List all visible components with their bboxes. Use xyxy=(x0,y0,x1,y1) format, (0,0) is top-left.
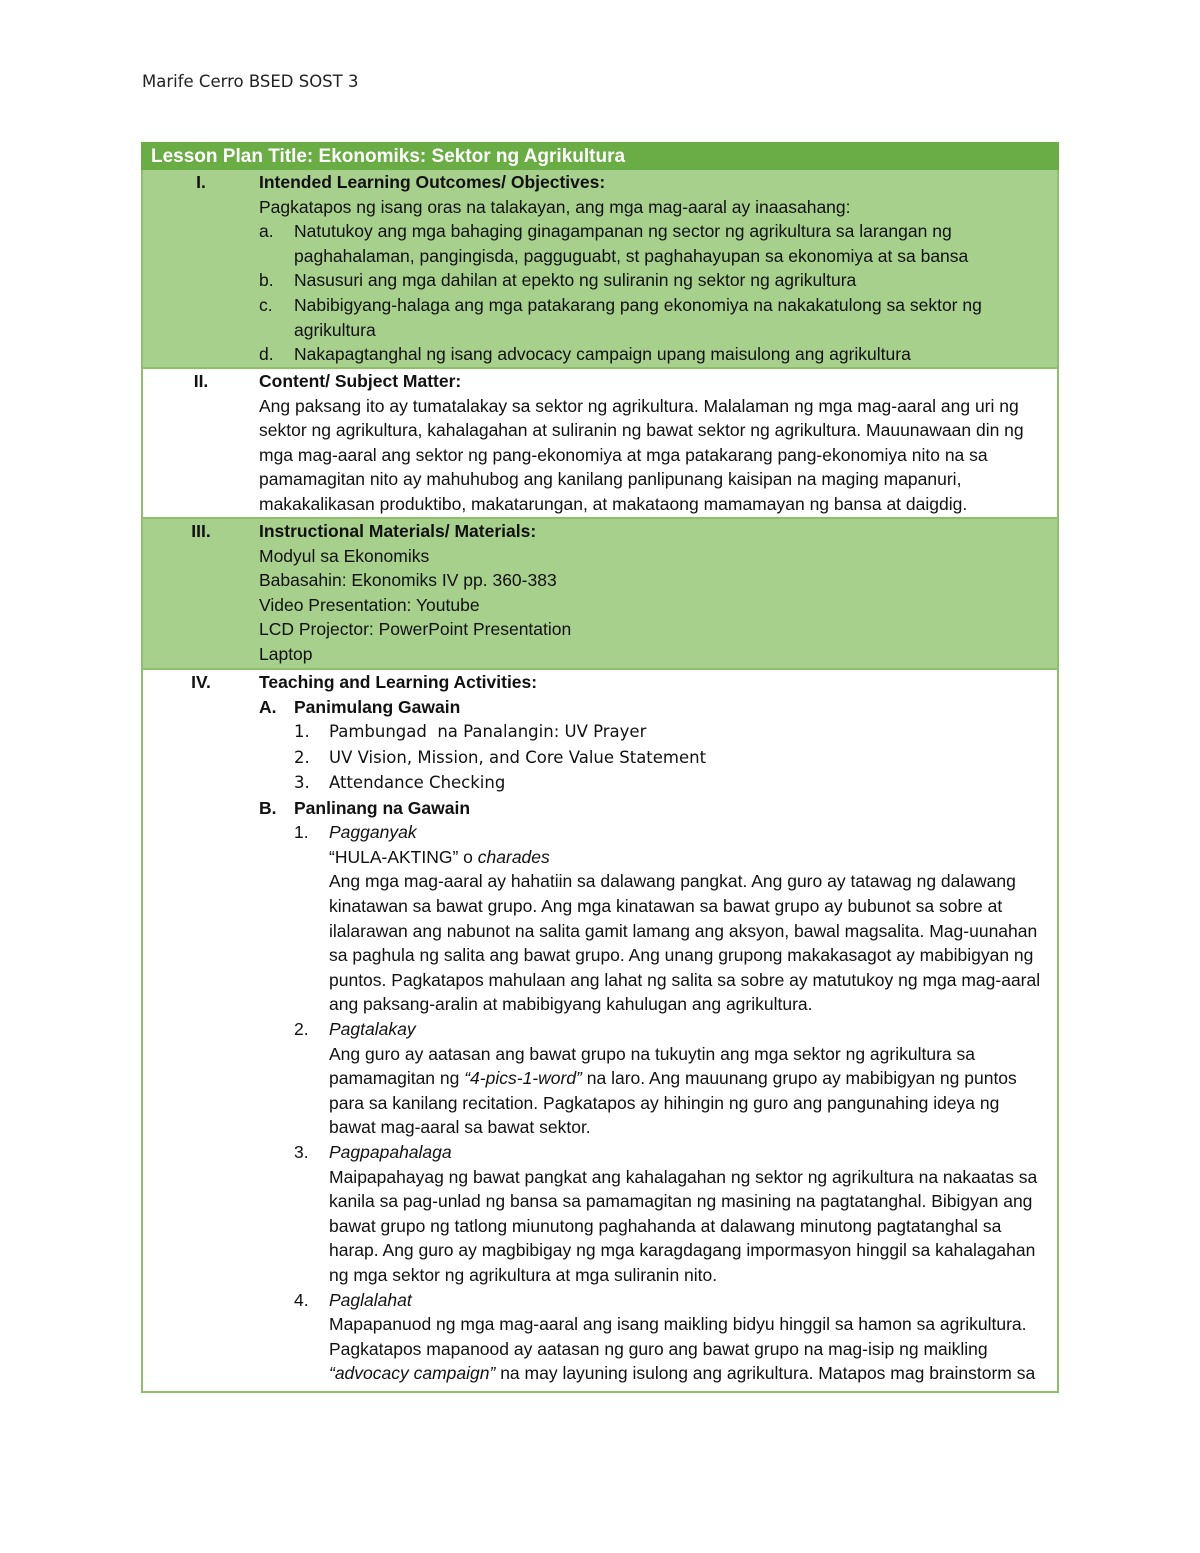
activity-title: Pagpapahalaga xyxy=(329,1142,452,1162)
section-number: I. xyxy=(196,172,206,192)
list-item: b. Nasusuri ang mga dahilan at epekto ng suliranin ng sektor ng agrikultura xyxy=(259,270,857,291)
section-heading: Instructional Materials/ Materials: xyxy=(259,521,537,541)
section-heading: Teaching and Learning Activities: xyxy=(259,672,538,692)
material-item: Babasahin: Ekonomiks IV pp. 360-383 xyxy=(259,570,557,591)
part-a-heading: A. Panimulang Gawain xyxy=(259,696,461,717)
section-activities xyxy=(143,668,1057,1391)
part-b-heading: B. Panlinang na Gawain xyxy=(259,797,471,818)
part-b-list xyxy=(259,820,1049,1386)
list-item: 1. Pambungad na Panalangin: UV Prayer xyxy=(294,722,647,742)
lesson-plan-table xyxy=(141,142,1059,1393)
part-a-list xyxy=(259,719,1049,796)
list-item: a. Natutukoy ang mga bahaging ginagampanan ng sector ng agrikultura sa larangan ng paghahalaman, pangingisda, pagguguabt, st paghahayupan sa ekonomiya at sa bansa xyxy=(259,221,969,266)
list-item: d. Nakapagtanghal ng isang advocacy campaign upang maisulong ang agrikultura xyxy=(259,344,911,365)
section-number: III. xyxy=(191,521,211,541)
material-item: Video Presentation: Youtube xyxy=(259,594,480,615)
section-heading: Intended Learning Outcomes/ Objectives: xyxy=(259,172,606,192)
list-item: 4. Paglalahat Mapapanuod ng mga mag-aaral ang isang maikling bidyu hinggil sa hamon sa agrikultura. Pagkatapos mapanood ay aatasan ng guro ang bawat grupo na mag-isip ng maikling “advocacy campaign” na may layuning isulong ang agrikultura. Matapos mag brainstorm sa xyxy=(294,1288,1049,1386)
activity-body: Maipapahayag ng bawat pangkat ang kahalagahan ng sektor ng agrikultura na nakaatas sa kanila sa pag-unlad ng bansa sa pamamagitan ng masining na pagtatanghal. Bibigyan ang bawat grupo ng tatlong miunutong paghahanda at dalawang minutong pagtatanghal sa harap. Ang guro ay magbibigay ng mga karagdagang impormasyon hinggil sa kahalagahan ng mga sektor ng agrikultura at mga suliranin nito. xyxy=(329,1166,1038,1285)
lesson-plan-title: Lesson Plan Title: Ekonomiks: Sektor ng Agrikultura xyxy=(141,142,1059,170)
list-item: 3. Pagpapahalaga Maipapahayag ng bawat pangkat ang kahalagahan ng sektor ng agrikultura na nakaatas sa kanila sa pag-unlad ng bansa sa pamamagitan ng masining na pagtatanghal. Bibigyan ang bawat grupo ng tatlong miunutong paghahanda at dalawang minutong pagtatanghal sa harap. Ang guro ay magbibigay ng mga karagdagang impormasyon hinggil sa kahalagahan ng mga sektor ng agrikultura at mga suliranin nito. xyxy=(294,1140,1049,1288)
content-body: Ang paksang ito ay tumatalakay sa sektor ng agrikultura. Malalaman ng mga mag-aaral ang uri ng sektor ng agrikultura, kahalagahan at suliranin ng bawat sektor ng agrikultura. Mauunawaan din ng mga mag-aaral ang sektor ng pang-ekonomiya at mga patakarang pang-ekonomiya nito na sa pamamagitan nito ay mahuhubog ang kanilang panlipunang kaisipan na maging mapanuri, makakalikasan produktibo, makatarungan, at makataong mamamayan ng bansa at daigdig. xyxy=(259,395,1024,514)
list-item: 3. Attendance Checking xyxy=(294,773,506,793)
activity-body: Mapapanuod ng mga mag-aaral ang isang maikling bidyu hinggil sa hamon sa agrikultura. Pagkatapos mapanood ay aatasan ng guro ang bawat grupo na mag-isip ng maikling “advocacy campaign” na may layuning isulong ang agrikultura. Matapos mag brainstorm sa xyxy=(329,1314,1036,1384)
list-item: c. Nabibigyang-halaga ang mga patakarang pang ekonomiya na nakakatulong sa sektor ng agrikultura xyxy=(259,294,982,340)
section-content xyxy=(143,367,1057,517)
section-number: II. xyxy=(193,371,209,391)
material-item: LCD Projector: PowerPoint Presentation xyxy=(259,619,572,640)
objectives-list xyxy=(259,219,1049,367)
activity-body: Ang mga mag-aaral ay hahatiin sa dalawang pangkat. Ang guro ay tatawag ng dalawang kinatawan sa bawat grupo. Ang mga kinatawan sa bawat grupo ay bubunot sa sobre at ilalarawan ang nabunot na salita gamit lamang ang aksyon, bawal magsalita. Mag-uunahan sa paghula ng salita ang bawat grupo. Ang unang grupong makakasagot ay mabibigyan ng puntos. Pagkatapos mahulaan ang lahat ng salita sa sobre ay matutukoy ng mga mag-aaral ang paksang-aralin at mabibigyang kahulugan ang agrikultura. xyxy=(329,871,1041,1015)
material-item: Laptop xyxy=(259,643,313,664)
section-materials xyxy=(143,517,1057,668)
activity-subtitle: “HULA-AKTING” o charades xyxy=(329,846,550,867)
author-line: Marife Cerro BSED SOST 3 xyxy=(142,72,359,91)
activity-title: Paglalahat xyxy=(329,1289,412,1310)
activity-title: Pagtalakay xyxy=(329,1019,416,1040)
list-item: 1. Pagganyak “HULA-AKTING” o charades Ang mga mag-aaral ay hahatiin sa dalawang pangkat. Ang guro ay tatawag ng dalawang kinatawan sa bawat grupo. Ang mga kinatawan sa bawat grupo ay bubunot sa sobre at ilalarawan ang nabunot na salita gamit lamang ang aksyon, bawal magsalita. Mag-uunahan sa paghula ng salita ang bawat grupo. Ang unang grupong makakasagot ay mabibigyan ng puntos. Pagkatapos mahulaan ang lahat ng salita sa sobre ay matutukoy ng mga mag-aaral ang paksang-aralin at mabibigyang kahulugan ang agrikultura. xyxy=(294,820,1049,1017)
activity-body: Ang guro ay aatasan ang bawat grupo na tukuytin ang mga sektor ng agrikultura sa pamamagitan ng “4-pics-1-word” na laro. Ang mauunang grupo ay mabibigyan ng puntos para sa kanilang recitation. Pagkatapos ay hihingin ng guro ang pangunahing ideya ng bawat mag-aaral sa bawat sektor. xyxy=(329,1043,1017,1138)
section-objectives xyxy=(143,170,1057,367)
section-number: IV. xyxy=(191,672,211,692)
material-item: Modyul sa Ekonomiks xyxy=(259,545,430,566)
list-item: 2. UV Vision, Mission, and Core Value Statement xyxy=(294,747,707,767)
activity-title: Pagganyak xyxy=(329,822,417,843)
objectives-intro: Pagkatapos ng isang oras na talakayan, ang mga mag-aaral ay inaasahang: xyxy=(259,196,851,217)
section-heading: Content/ Subject Matter: xyxy=(259,371,462,391)
list-item: 2. Pagtalakay Ang guro ay aatasan ang bawat grupo na tukuytin ang mga sektor ng agrikultura sa pamamagitan ng “4-pics-1-word” na laro. Ang mauunang grupo ay mabibigyan ng puntos para sa kanilang recitation. Pagkatapos ay hihingin ng guro ang pangunahing ideya ng bawat mag-aaral sa bawat sektor. xyxy=(294,1017,1049,1140)
